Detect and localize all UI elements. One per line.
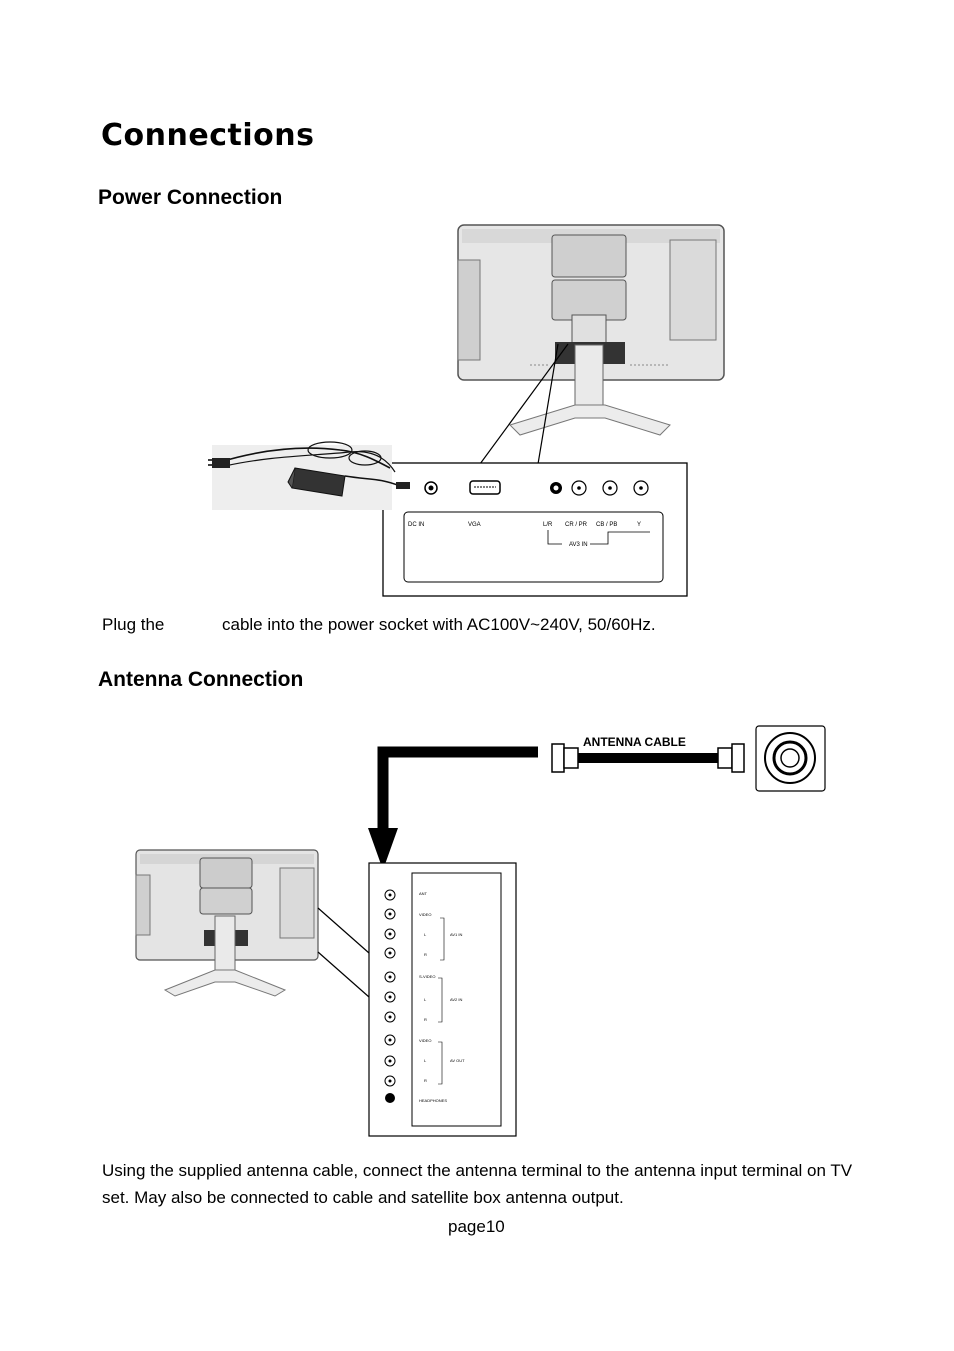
antenna-instruction: Using the supplied antenna cable, connect the antenna terminal to the antenna input terminal on TV set. May also be connected to cable and satellite box antenna output. bbox=[102, 1161, 853, 1207]
av2-in-label: AV2 IN bbox=[450, 997, 463, 1002]
svideo-label: S-VIDEO bbox=[419, 974, 436, 979]
antenna-cable-label: ANTENNA CABLE bbox=[583, 735, 686, 749]
vga-label: VGA bbox=[468, 522, 481, 528]
power-adapter-illustration bbox=[208, 442, 410, 510]
l2-label: L bbox=[424, 997, 427, 1002]
cr-pr-label: CR / PR bbox=[565, 522, 588, 528]
power-connection-diagram bbox=[200, 220, 740, 600]
av-out-label: AV OUT bbox=[450, 1058, 465, 1063]
tv-rear-illustration bbox=[458, 225, 724, 435]
video-out-label: VIDEO bbox=[419, 1038, 432, 1043]
page-title: Connections bbox=[101, 118, 315, 153]
ant-label: ANT bbox=[419, 891, 427, 896]
lr-label: L/R bbox=[543, 522, 553, 528]
r2-label: R bbox=[424, 1017, 427, 1022]
headphones-label: HEADPHONES bbox=[419, 1098, 448, 1103]
r1-label: R bbox=[424, 952, 427, 957]
antenna-connection-heading: Antenna Connection bbox=[98, 668, 304, 691]
cb-pb-label: CB / PB bbox=[596, 522, 618, 528]
antenna-connection-diagram bbox=[120, 720, 840, 1145]
y-label: Y bbox=[637, 522, 642, 528]
power-connection-heading: Power Connection bbox=[98, 186, 283, 209]
av3-in-label: AV3 IN bbox=[569, 542, 588, 548]
power-instruction-start: Plug the bbox=[102, 615, 165, 634]
l3-label: L bbox=[424, 1058, 427, 1063]
power-instruction-end: cable into the power socket with AC100V~240V, 50/60Hz. bbox=[222, 615, 656, 634]
r3-label: R bbox=[424, 1078, 427, 1083]
antenna-wall-socket-icon bbox=[756, 726, 825, 791]
dc-in-label: DC IN bbox=[408, 522, 425, 528]
video-label: VIDEO bbox=[419, 912, 432, 917]
page-number: page10 bbox=[448, 1217, 505, 1236]
l1-label: L bbox=[424, 932, 427, 937]
tv-rear-small-illustration bbox=[136, 850, 318, 996]
av1-in-label: AV1 IN bbox=[450, 932, 463, 937]
